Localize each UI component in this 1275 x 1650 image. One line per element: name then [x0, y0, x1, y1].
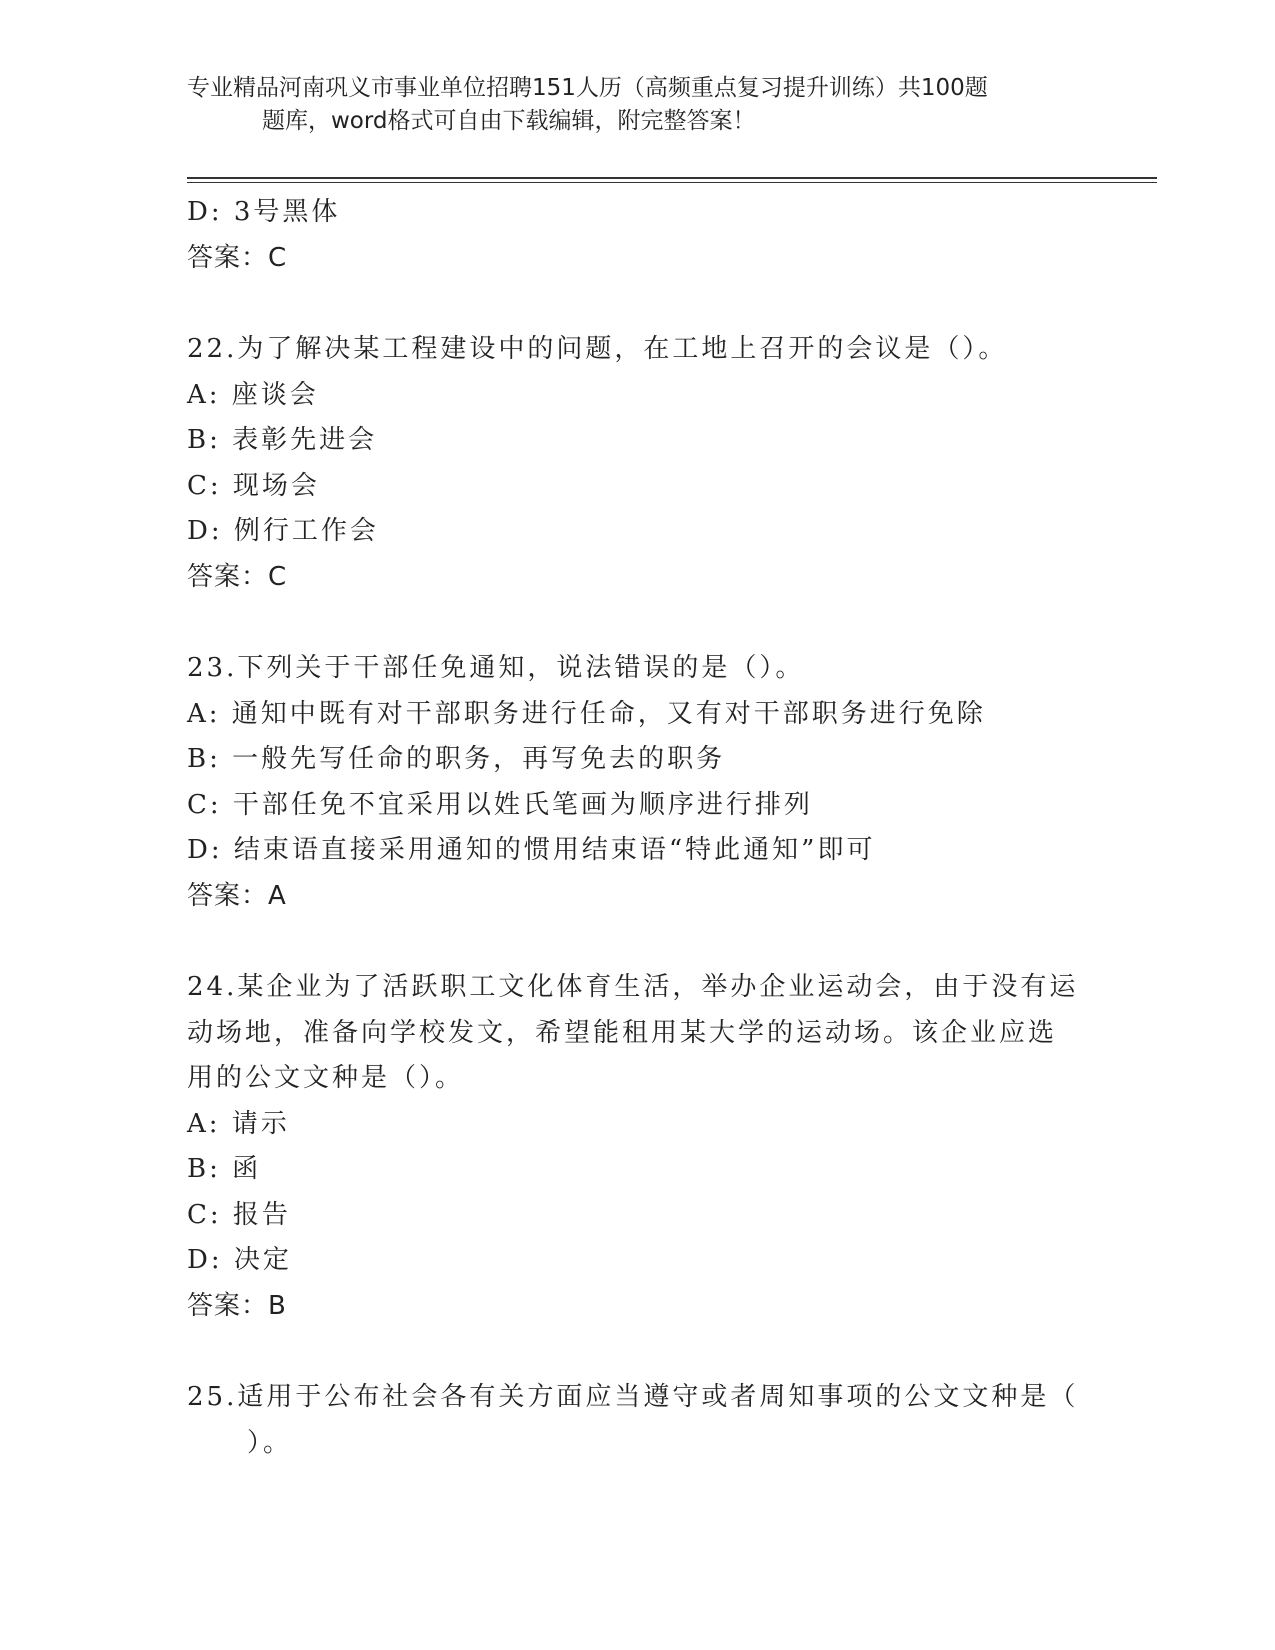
question-stem-line1: 24.某企业为了活跃职工文化体育生活，举办企业运动会，由于没有运 — [187, 972, 1079, 1002]
question-23 — [187, 646, 1077, 919]
option-c: C: 干部任免不宜采用以姓氏笔画为顺序进行排列 — [187, 789, 813, 820]
option-b: B: 函 — [187, 1154, 262, 1184]
question-stem-line2: ）。 — [247, 1427, 293, 1458]
option-c: C: 报告 — [187, 1199, 291, 1230]
question-stem-line1: 25.适用于公布社会各有关方面应当遵守或者周知事项的公文文种是（ — [187, 1382, 1079, 1412]
question-25 — [187, 1375, 1077, 1466]
option-c: C: 现场会 — [187, 470, 320, 501]
question-stem: 23.下列关于干部任免通知，说法错误的是（）。 — [187, 653, 805, 683]
header-title-line1: 专业精品河南巩义市事业单位招聘151人历（高频重点复习提升训练）共100题 — [187, 75, 988, 101]
answer: 答案：C — [187, 242, 288, 273]
option-a: A: 通知中既有对干部职务进行任命，又有对干部职务进行免除 — [187, 698, 986, 729]
question-stem-line2: 动场地，准备向学校发文，希望能租用某大学的运动场。该企业应选 — [187, 1017, 1058, 1048]
option-b: B: 表彰先进会 — [187, 425, 378, 455]
header-divider-thin — [187, 182, 1157, 183]
option-d: D: 3号黑体 — [187, 197, 341, 227]
question-24 — [187, 965, 1077, 1329]
option-d: D: 例行工作会 — [187, 516, 379, 546]
option-a: A: 座谈会 — [187, 379, 319, 410]
question-list — [187, 190, 1077, 1466]
answer: 答案：A — [187, 880, 287, 911]
header-divider — [187, 177, 1157, 179]
question-stem-line3: 用的公文文种是（）。 — [187, 1063, 465, 1093]
header-title-line2: 题库，word格式可自由下载编辑，附完整答案！ — [262, 108, 756, 134]
option-d: D: 决定 — [187, 1245, 292, 1275]
page-header — [187, 72, 1067, 138]
question-21-tail — [187, 190, 1077, 281]
question-22 — [187, 327, 1077, 600]
answer: 答案：C — [187, 561, 288, 592]
option-a: A: 请示 — [187, 1108, 290, 1139]
question-stem: 22.为了解决某工程建设中的问题，在工地上召开的会议是（）。 — [187, 334, 1008, 364]
answer: 答案：B — [187, 1290, 287, 1321]
option-b: B: 一般先写任命的职务，再写免去的职务 — [187, 744, 726, 774]
option-d: D: 结束语直接采用通知的惯用结束语“特此通知”即可 — [187, 835, 876, 865]
